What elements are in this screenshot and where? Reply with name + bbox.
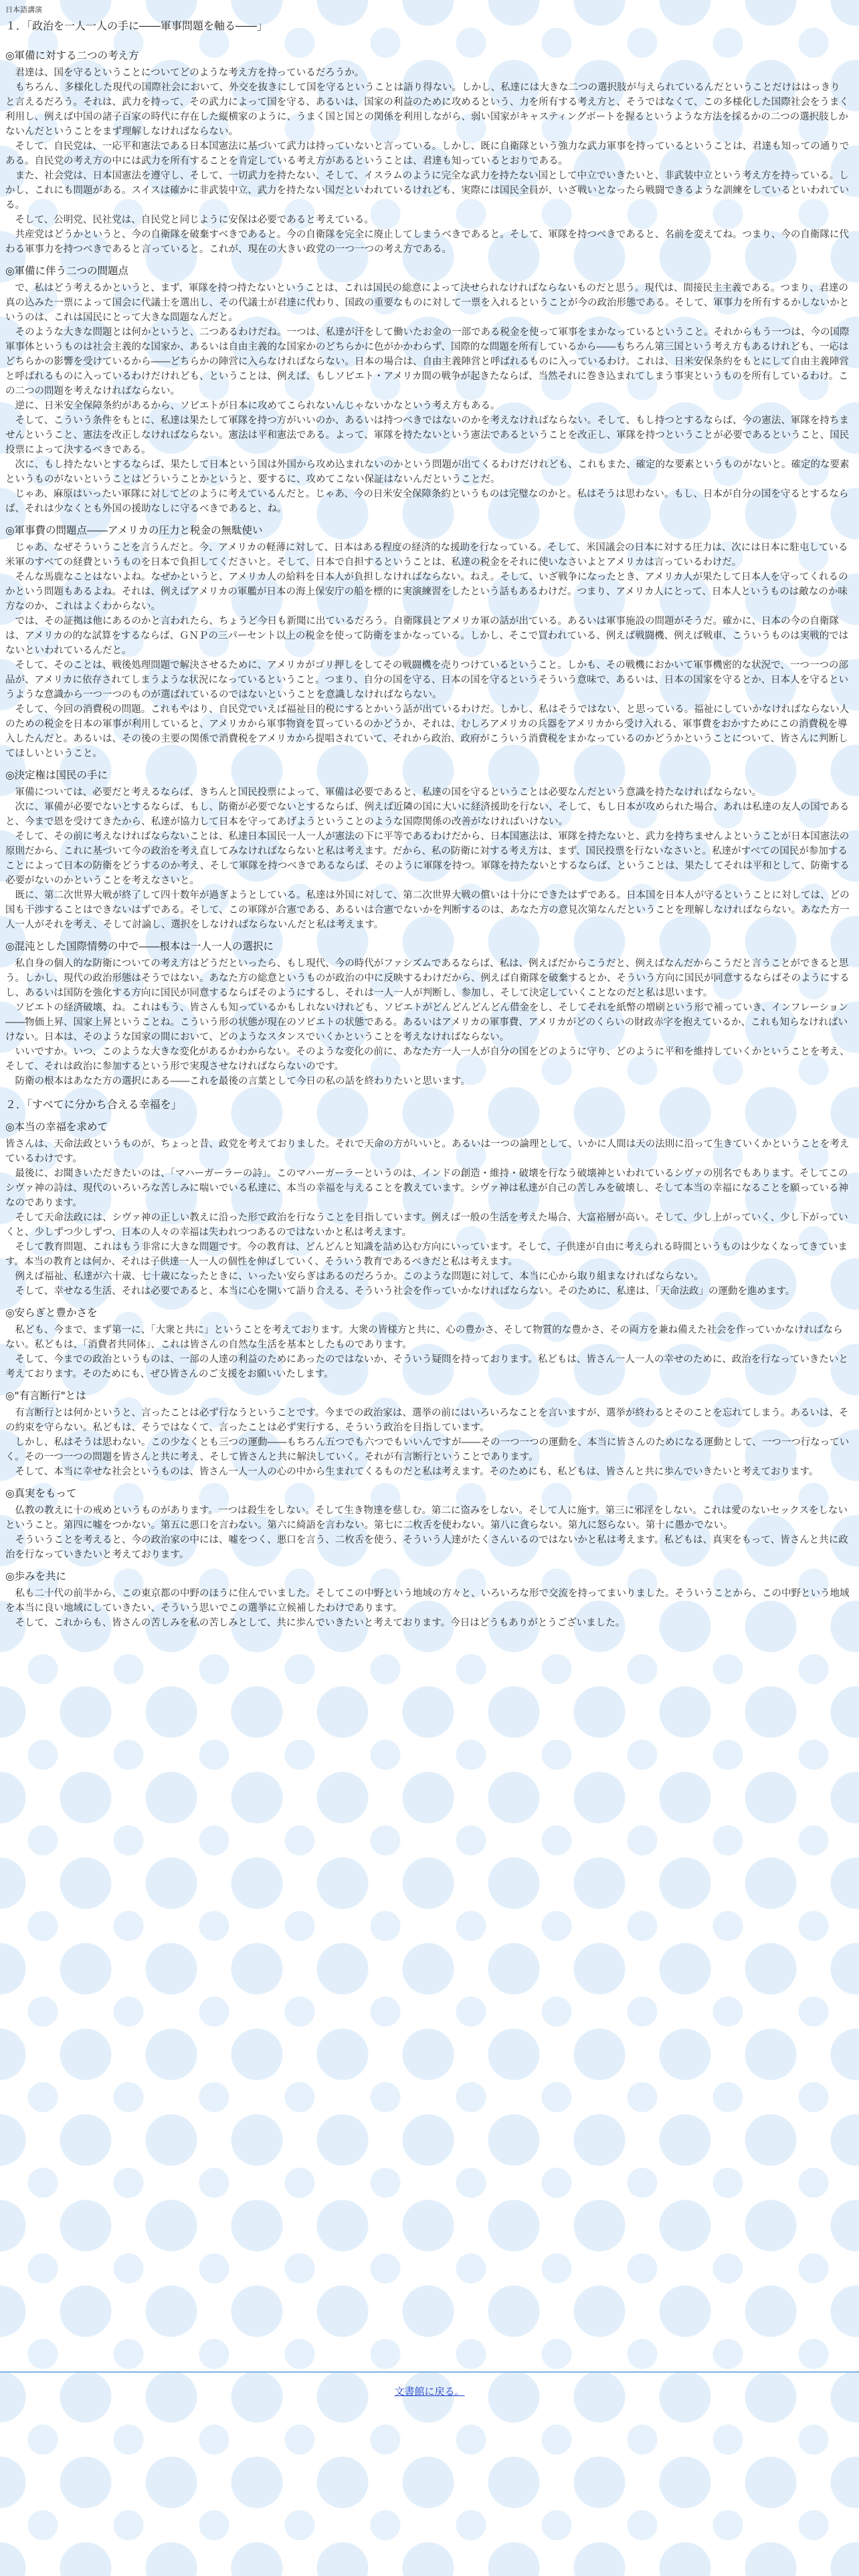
- section: [5, 1097, 850, 1113]
- paragraph: 次に、もし持たないとするならば、果たして日本という国は外国から攻め込まれないのかという問題が出てくるわけだけれども、これもまた、確定的な要素というものがないと。確定的な要素というものがないということはどういうことかというと、要するに、攻めてこない保証はないんだということだ。: [5, 459, 850, 485]
- section-heading: ◎真実をもって: [5, 1487, 77, 1499]
- paragraph: 共産党はどうかというと、今の自衛隊を破棄すべきであると。今の自衛隊を完全に廃止してしまうべきであると。そして、軍隊を持つべきであると、名前を変えてね。つまり、今の自衛隊に代わる軍事力を持つべきであると言っていると。これが、現在の大きい政党の一つ一つの考え方である。: [5, 229, 849, 255]
- paragraph: そして天命法政には、シヴァ神の正しい教えに沿った形で政治を行なうことを目指しています。例えば一般の生活を考えた場合、大富裕層が高い。そして、少し上がっていく、少し下がっていくと、少しずつ少しずつ、日本の人々の幸福は失われつつあるのではないかと私は考えます。: [5, 1212, 848, 1238]
- paragraph: では、その証拠は他にあるのかと言われたら、ちょうど今日も新聞に出ているだろう。自衛隊員とアメリカ軍の話が出ている。あるいは軍事施設の問題がそうだ。確かに、日本の今の自衛隊は、アメリカの的な試算をするならば、ＧＮＰの三パーセント以上の税金を使って防衛をまかなっている。しかし、そこで買われている、例えば戦闘機、例えば戦車、こういうものは実戦的ではないといわれているんだと。: [5, 616, 849, 656]
- section: [5, 1305, 850, 1382]
- paragraph: また、社会党は、日本国憲法を遵守し、そして、一切武力を持たない、そして、イスラムのように完全な武力を持たない国として中立でいきたいと、非武装中立という考え方を持っている。しかし、これにも問題がある。スイスは確かに非武装中立、武力を持たない国だといわれているけれども、実際には国民全員が、いざ戦いとなったら戦闘できるような訓練をしているといわれている。: [5, 171, 850, 211]
- paragraph: 皆さんは、天命法政というものが、ちょっと昔、政党を考えておりました。それで天命の方がいいと。あるいは一つの論理として、いかに人間は天の法則に沿って生きていくかということを考えているわけです。: [5, 1139, 850, 1164]
- section: [5, 1119, 850, 1299]
- section-heading: ◎決定権は国民の手に: [5, 769, 108, 781]
- paragraph: そして、自民党は、一応平和憲法である日本国憲法に基づいて武力は持っていないと言っている。しかし、既に自衛隊という強力な武力軍事を持っているということは、君達も知っての通りである。自民党の考え方の中には武力を所有することを肯定している考え方があるということは、君達も知っているとおりである。: [5, 141, 850, 167]
- paragraph: そして、こういう条件をもとに、私達は果たして軍隊を持つ方がいいのか、あるいは持つべきではないのかを考えなければならない。そして、もし持つとするならば、今の憲法、軍隊を持ちませんということ、憲法を改正しなければならない。憲法は平和憲法である。よって、軍隊を持たないという憲法であるということを改正し、軍隊を持つということが必要であるということ、国民投票によって決するべきである。: [5, 415, 850, 455]
- paragraph: 次に、軍備が必要でないとするならば、もし、防衛が必要でないとするならば、例えば近隣の国に大いに経済援助を行ない、そして、もし日本が攻められた場合、あれは私達の友人の国であると、今まで恩を受けてきたから、私達が協力して日本を守ってあげようということのような国際関係の改善がなければいけない。: [5, 802, 850, 827]
- paragraph: そんな馬鹿なことはないよね。なぜかというと、アメリカ人の給料を日本人が負担しなければならない。ねえ。そして、いざ戦争になったとき、アメリカ人が果たして日本人を守ってくれるのかという問題もあるよね。それは、例えばアメリカの軍艦が日本の海上保安庁の船を標的に実演練習をしたという話もあるわけだ。つまり、アメリカ人にとって、日本人というものは敵なのか味方なのか、これはよくわからない。: [5, 572, 848, 612]
- paragraph: 私ども、今まで、まず第一に、「大衆と共に」ということを考えております。大衆の皆様方と共に、心の豊かさ、そして物質的な豊かさ、その両方を兼ね備えた社会を作っていかなければならない。私どもは、「消費者共同体」、これは皆さんの自然な生活を基本としたものであります。: [5, 1325, 843, 1350]
- paragraph: 例えば福祉、私達が六十歳、七十歳になったときに、いったい安らぎはあるのだろうか。このような問題に対して、本当に心から取り組まなければならない。: [5, 1271, 704, 1282]
- paragraph: もちろん、多様化した現代の国際社会において、外交を抜きにして国を守るということは語り得ない。しかし、私達には大きな二つの選択肢が与えられているんだということだけははっきりと言えるだろう。それは、武力を持って、その武力によって国を守る、あるいは、国家の利益のために攻めるという、力を所有する考え方と、そうではなくて、この多様化した国際社会をうまく利用し、例えば中国の諸子百家の時代に存在した縦横家のように、うまく国と国との関係を利用しながら、弱い国家がキャスティングボートを握るというような方法を採るかの二つの選択肢しかないんだということをまず理解しなければならない。: [5, 82, 849, 137]
- paragraph: じゃあ、なぜそういうことを言うんだと。今、アメリカの軽薄に対して、日本はある程度の経済的な援助を行なっている。そして、米国議会の日本に対する圧力は、次には日本に駐屯している米軍のすべての経費というものを日本で負担してくださいと。そして、日本で自担するということは、私達の税金をそれに使いなさいよとアメリカは言っているわけだ。: [5, 542, 848, 568]
- back-to-archive-link[interactable]: 文書館に戻る。: [394, 2385, 465, 2397]
- paragraph: そして、そのことは、戦後処理問題で解決させるために、アメリカがゴリ押しをしてその戦闘機を売りつけているということ。しかも、その戦機におかいて軍事機密的な状況で、一つ一つの部品が、アメリカに依存されてしまうような状況になっているということ。つまり、自分の国を守る、日本の国を守るというそういう意味で、あるいは、日本の国家を守るとか、日本人を守るというような意識から一つ一つのものが選ばれているのではないということを意識しなければならない。: [5, 660, 849, 700]
- paragraph: そして、今までの政治というものは、一部の人達の利益のためにあったのではないか、そういう疑問を持っております。私どもは、皆さん一人一人の幸せのために、政治を行なっていきたいと考えております。そのためにも、ぜひ皆さんのご支援をお願いいたします。: [5, 1354, 848, 1380]
- section: [5, 1569, 850, 1630]
- top-label: 日本語講演: [5, 5, 42, 14]
- paragraph: しかし、私はそうは思わない。この少なくとも三つの運動――もちろん五つでも六つでもいいんですが――その一つ一つの運動を、本当に皆さんのためになる運動として、一つ一つ行なっていく。その一つ一つの問題を皆さんと共に考え、そして皆さんと共に解決していく。それが有言断行ということであります。: [5, 1437, 850, 1463]
- section: [5, 939, 850, 1089]
- paragraph: そういうことを考えると、今の政治家の中には、嘘をつく、悪口を言う、二枚舌を使う、そういう人達がたくさんいるのではないかと私は考えます。私どもは、真実をもって、皆さんと共に政治を行なっていきたいと考えております。: [5, 1535, 848, 1560]
- paragraph: そして、幸せなる生活、それは必要であると、本当に心を開いて語り合える、そういう社会を作っていかなければならない。そのために、私達は、「天命法政」の運動を進めます。: [5, 1286, 795, 1297]
- section: [5, 1388, 850, 1479]
- section-heading: ◎安らぎと豊かさを: [5, 1307, 98, 1319]
- section-heading: ◎軍事費の問題点――アメリカの圧力と税金の無駄使い: [5, 524, 263, 536]
- footer-divider: [0, 2371, 859, 2373]
- section-heading: ２．「すべてに分かち合える幸福を」: [5, 1098, 182, 1111]
- paragraph: 軍備については、必要だと考えるならば、きちんと国民投票によって、軍備は必要であると、私達の国を守るということは必要なんだという意識を持たなければならない。: [5, 787, 762, 798]
- paragraph: そして、本当に幸せな社会というものは、皆さん一人一人の心の中から生まれてくるものだと私は考えます。そのためにも、私どもは、皆さんと共に歩んでいきたいと考えております。: [5, 1467, 819, 1477]
- paragraph: そして教育問題、これはもう非常に大きな問題です。今の教育は、どんどんと知識を詰め込む方向にいっています。そして、子供達が自由に考えられる時間というものは少なくなってきています。本当の教育とは何か、それは子供達一人一人の個性を伸ばしていく、そういう教育であるべきだと私は考えます。: [5, 1242, 848, 1267]
- paragraph: 最後に、お聞きいただきたいのは、「マハーガーラーの詩」。このマハーガーラーというのは、インドの創造・維持・破壊を行なう破壊神といわれているシヴァの別名でもあります。そしてこのシヴァ神の詩は、現代のいろいろな苦しみに喘いでいる私達に、本当の幸福を与えることを教えています。シヴァ神は私達が自己の苦しみを破壊し、そして本当の幸福になることを願っている神なのであります。: [5, 1168, 849, 1208]
- paragraph: そして、その前に考えなければならないことは、私達日本国民一人一人が憲法の下に平等であるわけだから、日本国憲法は、軍隊を持たないと、武力を持ちませんよということが日本国憲法の原則だから、これに基づいて今の政治を考え直してみなければならないと私は考えます。だから、私の防衛に対する考え方は、まず、国民投票を行ないなさいと。私達がすべての国民が参加することによって日本の防衛をどうするのか考え、そして軍隊を持つべきであるならば、そのように軍隊を持つ。軍隊を持たないとするならば、ということは、果たしてそれは平和として、防衛する必要がないのかということを考えなさいと。: [5, 831, 850, 886]
- paragraph: で、私はどう考えるかというと、まず、軍隊を持つ持たないということは、これは国民の総意によって決せられなければならないものだと思う。現代は、間接民主主義である。つまり、君達の真の込みた一票によって国会に代議士を選出し、その代議士が君達に代わり、国政の重要なものに対して一票を入れるということが今の政治形態である。そして、軍事力を所有するかしないかというのは、これは国民にとって大きな問題なんだと。: [5, 283, 850, 323]
- paragraph: 仏教の教えに十の戒めというものがあります。一つは殺生をしない。そして生き物達を慈しむ。第二に盗みをしない。そして人に施す。第三に邪淫をしない。これは愛のないセックスをしないということ。第四に嘘をつかない。第五に悪口を言わない。第六に綺語を言わない。第七に二枚舌を使わない。第八に貪らない。第九に怒らない。第十に愚かでない。: [5, 1505, 848, 1531]
- footer: [0, 2384, 859, 2398]
- document-body: [5, 41, 850, 1634]
- section-heading: ◎軍備に対する二つの考え方: [5, 49, 139, 62]
- paragraph: 防衛の根本はあなた方の選択にある――これを最後の言葉として今日の私の話を終わりたいと思います。: [5, 1076, 470, 1087]
- paragraph: 私自身の個人的な防衛についての考え方はどうだといったら、もし現代、今の時代がファシズムであるならば、私は、例えばだからこうだと、例えばなんだからこうだと言うことができると思う。しかし、現代の政治形態はそうではない。あなた方の総意というものが政治の中に反映するわけだから、例えば自衛隊を破棄するとか、そういう方向に国民が同意するならばそのようにするし、あるいは国防を強化する方向に国民が同意するならばそのようにするし、それは一人一人が判断し、参加し、そして決定していくことなのだと私は思います。: [5, 958, 850, 998]
- section-heading: ◎混沌とした国際情勢の中で――根本は一人一人の選択に: [5, 940, 274, 952]
- section: [5, 263, 850, 516]
- section: [5, 523, 850, 761]
- section: [5, 768, 850, 932]
- paragraph: そのような大きな問題とは何かというと、二つあるわけだね。一つは、私達が汗をして働いたお金の一部である税金を使って軍事をまかなっているということ。それからもう一つは、今の国際軍事体というものは社会主義的な国家か、あるいは自由主義的な国家かのどちらかに色がかかわらず、国際的な問題を所有しているから――もちろん第三国という考え方もあるけれども、一応はどちらかの影響を受けているから――どちらかの陣営に入らなければならない。日本の場合は、自由主義陣営と呼ばれるものに入っているわけ。これは、日米安保条約をもとにして自由主義陣営と呼ばれるものに入っているわけだけれども、ということは、例えば、もしソビエト・アメリカ間の戦争が起きたならば、当然それに巻き込まれてしまう事実というものを所有しているわけ。この二つの問題を考えなければならない。: [5, 327, 850, 397]
- paragraph: ソビエトの経済破壊、ね。これはもう、皆さんも知っているかもしれないけれども、ソビエトがどんどんどんどん借金をし、そしてそれを紙幣の増刷という形で補っていき、インフレーション――物価上昇、国家上昇ということね。こういう形の状態が現在のソビエトの状態である。あるいはアメリカの軍事費、アメリカがどのくらいの財政赤字を抱えているか、これも知らなければいけない。日本は、そのような国家の間において、どのようなスタンスでいくかということを考えなければならない。: [5, 1002, 848, 1043]
- paragraph: 私も二十代の前半から、この東京都の中野のほうに住んでいました。そしてこの中野という地域の方々と、いろいろな形で交流を持ってまいりました。そういうことから、この中野という地域を本当に良い地域にしていきたい、そういう思いでこの選挙に立候補したわけであります。: [5, 1588, 850, 1614]
- section: [5, 48, 850, 257]
- paragraph: そして、今回の消費税の問題。これもやはり、自民党でいえば福祉目的税にするとかいう話が出ているわけだ。しかし、私はそうではない、と思っている。福祉にしていかなければならない人のための税金を日本の軍事が利用していると、アメリカから軍事物資を買っているのかどうか、それは、むしろアメリカの兵器をアメリカから受け入れる、軍事費をおかすためにこの消費税を導入したんだと。あるいは、その後の主要の関係で消費税をアメリカから提唱されていて、それから政治、政府がこういう消費税をまかなっているのかどうかということについて、皆さんに判断してほしいということ。: [5, 704, 850, 759]
- paragraph: じゃあ、麻原はいったい軍隊に対してどのように考えているんだと。じゃあ、今の日米安全保障条約というものは完璧なのかと。私はそうは思わない。もし、日本が自分の国を守るとするならば、それは少なくとも外国の援助なしに守るべきであると、ね。: [5, 489, 849, 514]
- section-heading: ◎本当の幸福を求めて: [5, 1121, 108, 1133]
- document-title: １．「政治を一人一人の手に――軍事問題を軸る――」: [5, 19, 268, 32]
- section: [5, 1486, 850, 1562]
- paragraph: いいですか。いつ、このような大きな変化があるかわからない。そのような変化の前に、あなた方一人一人が自分の国をどのように守り、どのように平和を維持していくかということを考え、そして、それは政治に参加するという形で実現させなければならないのです。: [5, 1047, 850, 1072]
- section-heading: ◎"有言断行"とは: [5, 1390, 86, 1402]
- paragraph: 有言断行とは何かというと、言ったことは必ず行なうということです。今までの政治家は、選挙の前にはいろいろなことを言いますが、選挙が終わるとそのことを忘れてしまう。あるいは、その約束を守らない。私どもは、そうではなくて、言ったことは必ず実行する、そういう政治を目指しています。: [5, 1408, 849, 1433]
- paragraph: 既に、第二次世界大戦が終了して四十数年が過ぎようとしている。私達は外国に対して、第二次世界大戦の償いは十分にできたはずである。日本国を日本人が守るということに対しては、どの国も干渉することはできないはずである。そして、この軍隊が合憲である、あるいは合憲でないかを判断するのは、あなた方の意見次第なんだということを理解しなければならない。あなた方一人一人がそれを考え、そして討論し、選択をしなければならないんだと私は考えます。: [5, 890, 850, 930]
- paragraph: そして、公明党、民社党は、自民党と同じように安保は必要であると考えている。: [5, 215, 374, 225]
- paragraph: 逆に、日米安全保障条約があるから、ソビエトが日本に攻めてこられないんじゃないかなという考え方もある。: [5, 401, 500, 411]
- paragraph: そして、これからも、皆さんの苦しみを私の苦しみとして、共に歩んでいきたいと考えております。今日はどうもありがとうございました。: [5, 1618, 626, 1628]
- section-heading: ◎歩みを共に: [5, 1570, 67, 1582]
- section-heading: ◎軍備に伴う二つの問題点: [5, 265, 129, 277]
- paragraph: 君達は、国を守るということについてどのような考え方を持っているだろうか。: [5, 68, 365, 78]
